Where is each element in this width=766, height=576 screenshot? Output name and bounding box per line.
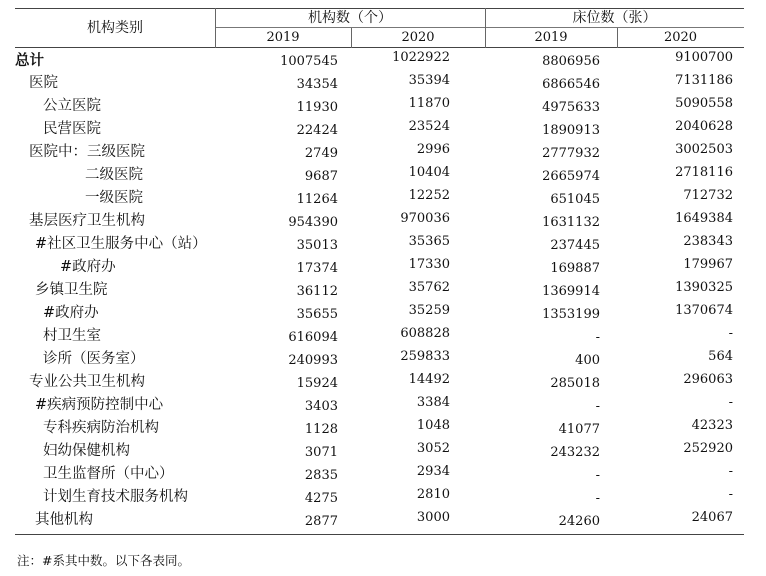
cell-value: 3052 bbox=[416, 441, 450, 456]
cell-value: 35394 bbox=[408, 73, 450, 88]
cell-value: 14492 bbox=[408, 372, 450, 387]
cell-value: 285018 bbox=[550, 376, 600, 391]
cell-value: 34354 bbox=[296, 77, 338, 92]
cell-value: 8806956 bbox=[542, 54, 600, 69]
cell-value: 252920 bbox=[683, 441, 733, 456]
row-label: 其他机构 bbox=[35, 512, 93, 528]
cell-value: 1390325 bbox=[675, 280, 733, 295]
cell-value: 35259 bbox=[408, 303, 450, 318]
row-label: 计划生育技术服务机构 bbox=[43, 489, 188, 505]
cell-value: 169887 bbox=[550, 261, 600, 276]
table-row bbox=[0, 187, 766, 210]
cell-value: - bbox=[595, 399, 600, 414]
table-row bbox=[0, 325, 766, 348]
cell-value: - bbox=[728, 464, 733, 479]
row-label: 专业公共卫生机构 bbox=[29, 374, 145, 390]
cell-value: 6866546 bbox=[542, 77, 600, 92]
cell-value: 238343 bbox=[683, 234, 733, 249]
cell-value: - bbox=[595, 468, 600, 483]
footnote: 注：#系其中数。以下各表同。 bbox=[17, 553, 190, 568]
row-label: 诊所（医务室） bbox=[43, 351, 145, 367]
cell-value: 616094 bbox=[288, 330, 338, 345]
table-row bbox=[0, 463, 766, 486]
cell-value: 7131186 bbox=[675, 73, 733, 88]
table-row bbox=[0, 164, 766, 187]
cell-value: 3000 bbox=[416, 510, 450, 525]
table-header bbox=[15, 8, 744, 48]
cell-value: 41077 bbox=[558, 422, 600, 437]
table-row bbox=[0, 95, 766, 118]
cell-value: 1370674 bbox=[675, 303, 733, 318]
cell-value: 11870 bbox=[408, 96, 450, 111]
row-label: #社区卫生服务中心（站） bbox=[35, 236, 207, 252]
table-row bbox=[0, 509, 766, 532]
cell-value: 2934 bbox=[416, 464, 450, 479]
cell-value: 1631132 bbox=[542, 215, 600, 230]
row-label: 民营医院 bbox=[43, 121, 101, 137]
cell-value: 2996 bbox=[416, 142, 450, 157]
cell-value: 2665974 bbox=[542, 169, 600, 184]
bottom-rule bbox=[15, 534, 744, 535]
top-rule bbox=[15, 8, 744, 9]
cell-value: 4975633 bbox=[542, 100, 600, 115]
row-label: #疾病预防控制中心 bbox=[35, 397, 164, 413]
cell-value: 23524 bbox=[408, 119, 450, 134]
cell-value: 1890913 bbox=[542, 123, 600, 138]
table-row bbox=[0, 486, 766, 509]
cell-value: 3071 bbox=[304, 445, 338, 460]
cell-value: 2718116 bbox=[675, 165, 733, 180]
header-mid-rule bbox=[215, 27, 744, 28]
cell-value: 11930 bbox=[296, 100, 338, 115]
cell-value: 9100700 bbox=[675, 50, 733, 65]
cell-value: 35013 bbox=[296, 238, 338, 253]
table-row bbox=[0, 72, 766, 95]
cell-value: 3002503 bbox=[675, 142, 733, 157]
cell-value: 3384 bbox=[416, 395, 450, 410]
table-row bbox=[0, 302, 766, 325]
year-header: 2020 bbox=[663, 30, 698, 45]
cell-value: 15924 bbox=[296, 376, 338, 391]
cell-value: - bbox=[595, 330, 600, 345]
table-row bbox=[0, 49, 766, 72]
row-label: 专科疾病防治机构 bbox=[43, 420, 159, 436]
table-row bbox=[0, 417, 766, 440]
year-header: 2020 bbox=[401, 30, 435, 45]
cell-value: 9687 bbox=[304, 169, 338, 184]
cell-value: 296063 bbox=[683, 372, 733, 387]
cell-value: 608828 bbox=[400, 326, 450, 341]
row-label: 一级医院 bbox=[85, 190, 143, 206]
table-row bbox=[0, 440, 766, 463]
cell-value: - bbox=[595, 491, 600, 506]
category-header: 机构类别 bbox=[87, 20, 143, 36]
row-label: #政府办 bbox=[43, 305, 99, 321]
cell-value: 35365 bbox=[408, 234, 450, 249]
row-label: 村卫生室 bbox=[43, 328, 101, 344]
cell-value: 2877 bbox=[304, 514, 338, 529]
cell-value: 42323 bbox=[691, 418, 733, 433]
table-row bbox=[0, 371, 766, 394]
cell-value: 1649384 bbox=[675, 211, 733, 226]
institutions-header: 机构数（个） bbox=[308, 10, 392, 26]
cell-value: 1007545 bbox=[280, 54, 338, 69]
cell-value: 3403 bbox=[304, 399, 338, 414]
row-label: 妇幼保健机构 bbox=[43, 443, 130, 459]
cell-value: 651045 bbox=[550, 192, 600, 207]
cell-value: 970036 bbox=[400, 211, 450, 226]
table-row bbox=[0, 348, 766, 371]
row-label: 医院中：三级医院 bbox=[29, 144, 145, 160]
cell-value: 24067 bbox=[691, 510, 733, 525]
cell-value: 24260 bbox=[558, 514, 600, 529]
table-row bbox=[0, 279, 766, 302]
cell-value: 35655 bbox=[296, 307, 338, 322]
table-row bbox=[0, 256, 766, 279]
cell-value: - bbox=[728, 326, 733, 341]
header-bottom-rule bbox=[15, 47, 744, 48]
cell-value: 243232 bbox=[550, 445, 600, 460]
row-label: 医院 bbox=[29, 75, 58, 91]
row-label: 卫生监督所（中心） bbox=[43, 466, 174, 482]
cell-value: 10404 bbox=[408, 165, 450, 180]
cell-value: - bbox=[728, 395, 733, 410]
cell-value: 2810 bbox=[416, 487, 450, 502]
cell-value: 1353199 bbox=[542, 307, 600, 322]
cell-value: 1128 bbox=[304, 422, 338, 437]
year-header: 2019 bbox=[534, 30, 568, 45]
beds-header: 床位数（张） bbox=[572, 10, 657, 26]
cell-value: 2835 bbox=[304, 468, 338, 483]
cell-value: 2777932 bbox=[542, 146, 600, 161]
table-row bbox=[0, 118, 766, 141]
row-label: 二级医院 bbox=[85, 167, 143, 183]
cell-value: 400 bbox=[575, 353, 600, 368]
cell-value: 22424 bbox=[296, 123, 338, 138]
cell-value: 712732 bbox=[683, 188, 733, 203]
cell-value: 564 bbox=[708, 349, 733, 364]
cell-value: 179967 bbox=[683, 257, 733, 272]
row-label: 基层医疗卫生机构 bbox=[29, 213, 145, 229]
row-label: #政府办 bbox=[60, 259, 116, 275]
cell-value: 5090558 bbox=[675, 96, 733, 111]
row-label: 公立医院 bbox=[43, 98, 101, 114]
cell-value: 36112 bbox=[296, 284, 338, 299]
cell-value: 1369914 bbox=[542, 284, 600, 299]
cell-value: 237445 bbox=[550, 238, 600, 253]
table-row bbox=[0, 394, 766, 417]
cell-value: 2749 bbox=[304, 146, 338, 161]
cell-value: 4275 bbox=[304, 491, 338, 506]
table-row bbox=[0, 141, 766, 164]
table-row bbox=[0, 210, 766, 233]
cell-value: 2040628 bbox=[675, 119, 733, 134]
cell-value: 259833 bbox=[400, 349, 450, 364]
cell-value: 240993 bbox=[288, 353, 338, 368]
cell-value: 11264 bbox=[296, 192, 338, 207]
cell-value: 1048 bbox=[416, 418, 450, 433]
cell-value: 1022922 bbox=[392, 50, 450, 65]
cell-value: 954390 bbox=[288, 215, 338, 230]
row-label: 乡镇卫生院 bbox=[35, 282, 108, 298]
year-header: 2019 bbox=[266, 30, 300, 45]
row-label: 总计 bbox=[15, 52, 44, 69]
cell-value: 17330 bbox=[408, 257, 450, 272]
cell-value: 17374 bbox=[296, 261, 338, 276]
cell-value: - bbox=[728, 487, 733, 502]
table-row bbox=[0, 233, 766, 256]
cell-value: 12252 bbox=[408, 188, 450, 203]
cell-value: 35762 bbox=[408, 280, 450, 295]
